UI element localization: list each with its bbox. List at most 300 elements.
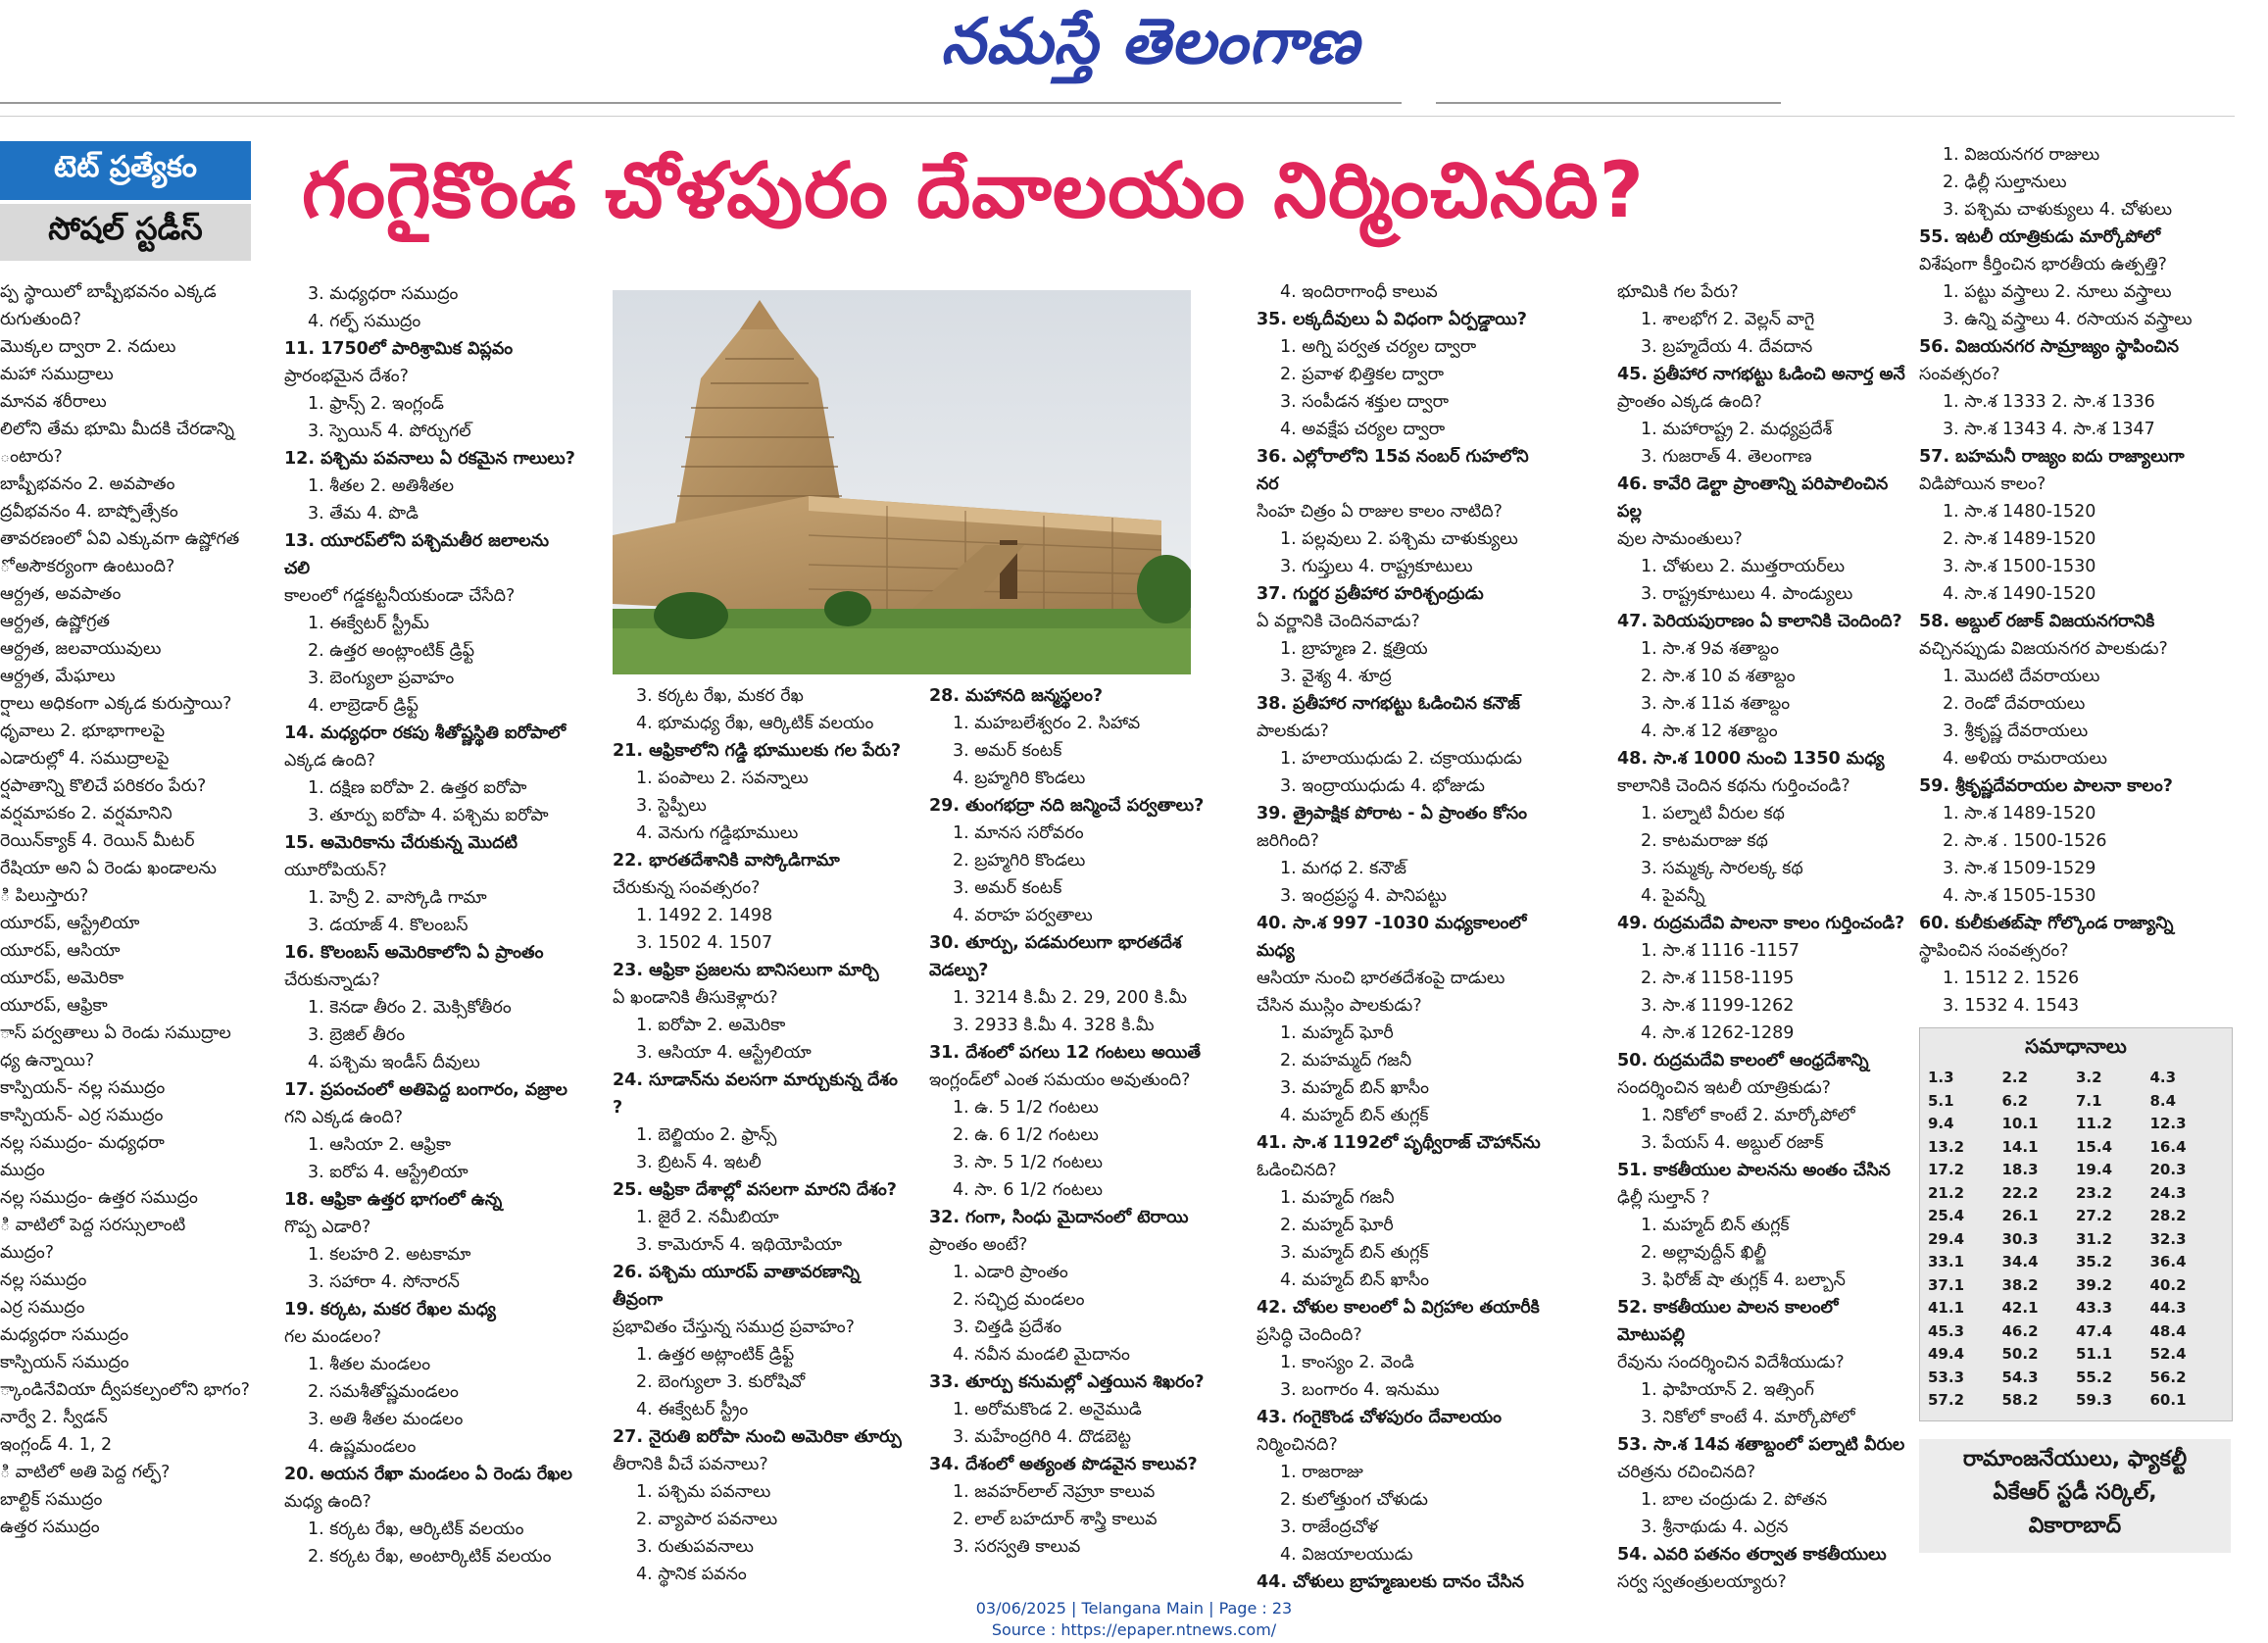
question-line: 3. సా.శ 1500-1530 (1943, 557, 2096, 576)
question-line: 3. శ్రీకృష్ణ దేవరాయలు (1943, 722, 2089, 741)
answer-item: 5.1 (1928, 1091, 1954, 1110)
question-line: యూరప్, అమెరికా (0, 969, 124, 988)
answer-item: 21.2 (1928, 1183, 1965, 1202)
question-line: 24. సూడాన్‌ను వలసగా మార్చుకున్న దేశం ? (613, 1070, 898, 1118)
question-line: 1. ఈక్వేటర్ స్ట్రీమ్ (308, 614, 429, 633)
column-1 (0, 278, 265, 1541)
section-subject: సోషల్ స్టడీస్ (0, 204, 251, 261)
question-line: పాలకుడు? (1257, 722, 1329, 741)
question-line: 3. తేమ 4. పొడి (308, 504, 419, 523)
question-line: ఉత్తర సముద్రం (0, 1518, 100, 1537)
question-line: 56. విజయనగర సామ్రాజ్యం స్థాపించిన (1919, 337, 2180, 357)
question-line: 3. శ్రీనాథుడు 4. ఎర్రన (1641, 1518, 1789, 1537)
answer-item: 29.4 (1928, 1229, 1965, 1248)
question-line: 18. ఆఫ్రికా ఉత్తర భాగంలో ఉన్న (284, 1190, 503, 1210)
question-line: 1. జవహర్‌లాల్ నెహ్రూ కాలువ (953, 1482, 1156, 1502)
question-line: ఎర్ర సముద్రం (0, 1298, 85, 1318)
question-line: 3. చిత్తడి ప్రదేశం (953, 1318, 1062, 1337)
question-line: 3. సా.శ 1509-1529 (1943, 859, 2096, 878)
author-line-1: రామాంజనేయులు, ఫ్యాకల్టీ (1962, 1447, 2188, 1471)
question-line: ప్రాంతం అంటే? (929, 1235, 1028, 1255)
answer-item: 60.1 (2149, 1391, 2187, 1409)
question-line: 4. సా.శ 1505-1530 (1943, 886, 2096, 906)
question-line: రెయిన్‌క్యాక్ 4. రెయిన్ మీటర్ (0, 831, 195, 851)
question-line: మొక్కల ద్వారా 2. నదులు (0, 337, 176, 357)
answer-item: 55.2 (2076, 1368, 2113, 1386)
question-line: ి వాటిలో అతి పెద్ద గల్ఫ్? (0, 1463, 171, 1482)
question-line: 1. ఉత్తర అట్లాంటిక్ డ్రిఫ్ట్ (636, 1345, 795, 1365)
question-line: 2. ఉ. 6 1/2 గంటలు (953, 1125, 1099, 1145)
question-line: 1. 1512 2. 1526 (1943, 969, 2080, 988)
answer-item: 45.3 (1928, 1321, 1965, 1340)
question-line: ప్రారంభమైన దేశం? (284, 367, 409, 386)
question-line: 53. సా.శ 14వ శతాబ్దంలో పల్నాటి వీరుల (1617, 1435, 1905, 1455)
question-line: 1. మహారాష్ట్ర 2. మధ్యప్రదేశ్ (1641, 420, 1833, 439)
question-line: ముద్రం? (0, 1243, 55, 1263)
question-line: 41. సా.శ 1192లో పృథ్వీరాజ్ చౌహాన్‌ను (1257, 1133, 1541, 1153)
question-line: 4. వెనుగు గడ్డిభూములు (636, 823, 799, 843)
answer-item: 46.2 (2001, 1321, 2039, 1340)
question-line: తావరణంలో ఏవి ఎక్కువగా ఉష్ణోగత (0, 529, 240, 549)
question-line: ఆర్ద్రత, జలవాయువులు (0, 639, 162, 659)
question-line: యూరప్, ఆఫ్రికా (0, 996, 108, 1016)
question-line: 4. అవక్షేప చర్యల ద్వారా (1280, 420, 1446, 439)
question-line: కాస్పియన్- ఎర్ర సముద్రం (0, 1106, 164, 1125)
question-line: 3. బంగారం 4. ఇనుము (1280, 1380, 1440, 1400)
answer-item: 37.1 (1928, 1275, 1965, 1294)
question-line: 43. గంగైకొండ చోళపురం దేవాలయం (1257, 1408, 1503, 1427)
question-line: 58. అబ్దుల్ రజాక్ విజయనగరానికి (1919, 612, 2155, 631)
question-line: 4. స్థానిక పవనం (636, 1565, 747, 1584)
question-line: 2. అల్లావుద్దీన్ ఖిల్జీ (1641, 1243, 1767, 1263)
question-line: 34. దేశంలో అత్యంత పొడవైన కాలువ? (929, 1455, 1198, 1474)
question-line: 4. అళియ రామరాయలు (1943, 749, 2107, 769)
question-line: 1. జైరే 2. నమీబియా (636, 1208, 779, 1227)
question-line: 28. మహానది జన్మస్థలం? (929, 686, 1103, 706)
question-line: సర్వ స్వతంత్రులయ్యారు? (1617, 1572, 1787, 1592)
question-line: 57. బహమనీ రాజ్యం ఐదు రాజ్యాలుగా (1919, 447, 2185, 467)
answer-item: 48.4 (2149, 1321, 2187, 1340)
question-line: తీరానికి వీచే పవనాలు? (613, 1455, 768, 1474)
answer-item: 25.4 (1928, 1207, 1965, 1224)
question-line: భూమికి గల పేరు? (1617, 282, 1739, 302)
question-line: ధృవాలు 2. భూభాగాలపై (0, 722, 166, 741)
question-line: 2. మహమ్మద్ గజనీ (1280, 1051, 1412, 1070)
answer-item: 42.1 (2001, 1299, 2039, 1317)
question-line: బాష్పీభవనం 2. అవపాతం (0, 474, 175, 494)
question-line: 47. పెరియపురాణం ఏ కాలానికి చెందింది? (1617, 612, 1902, 631)
question-line: సింహ చిత్రం ఏ రాజుల కాలం నాటిది? (1257, 502, 1503, 522)
question-line: 2. సా.శ 1158-1195 (1641, 969, 1795, 988)
question-line: 2. బెంగ్యులా 3. కురోషివో (636, 1372, 806, 1392)
question-line: 1. ఫ్రాన్స్ 2. ఇంగ్లండ్ (308, 394, 444, 414)
answer-item: 19.4 (2076, 1161, 2113, 1178)
answer-item: 7.1 (2076, 1091, 2102, 1110)
question-line: 3. ఫిరోజ్ షా తుగ్లక్ 4. బల్బాన్ (1641, 1270, 1846, 1290)
question-line: 2. సా.శ . 1500-1526 (1943, 831, 2107, 851)
question-line: కాస్పియన్ సముద్రం (0, 1353, 129, 1372)
question-line: ఆర్ద్రత, మేఘాలు (0, 667, 116, 686)
question-line: విడిపోయిన కాలం? (1919, 474, 2046, 494)
answer-item: 32.3 (2149, 1229, 2187, 1248)
question-line: రేవును సందర్శించిన విదేశీయుడు? (1617, 1353, 1845, 1372)
question-line: 4. ఇందిరాగాంధీ కాలువ (1280, 282, 1438, 302)
question-line: వుల సామంతులు? (1617, 529, 1743, 549)
question-line: 1. పట్టు వస్త్రాలు 2. నూలు వస్త్రాలు (1943, 282, 2172, 302)
question-line: 1. బెల్జియం 2. ఫ్రాన్స్ (636, 1125, 777, 1145)
question-line: ఏ ఖండానికి తీసుకెళ్లారు? (613, 988, 778, 1008)
question-line: 3. గుజరాత్ 4. తెలంగాణ (1641, 447, 1812, 467)
question-line: 3. ఇంద్రాయుధుడు 4. భోజుడు (1280, 776, 1485, 796)
newspaper-logo: నమస్తే తెలంగాణ (941, 6, 1360, 78)
question-line: 19. కర్కట, మకర రేఖల మధ్య (284, 1300, 496, 1319)
question-line: ో అసౌకర్యంగా ఉంటుంది? (0, 557, 175, 576)
question-line: 1. మహబలేశ్వరం 2. సిహావ (953, 714, 1141, 733)
question-line: ఆసియా నుంచి భారతదేశంపై దాడులు (1257, 969, 1505, 988)
question-line: 42. చోళుల కాలంలో ఏ విగ్రహాల తయారీకి (1257, 1298, 1540, 1318)
question-line: 1. దక్షిణ ఐరోపా 2. ఉత్తర ఐరోపా (308, 778, 527, 798)
column-6 (1617, 278, 1911, 1596)
question-line: 4. బ్రహ్మగిరి కొండలు (953, 769, 1086, 788)
question-line: 35. లక్కదీవులు ఏ విధంగా ఏర్పడ్డాయి? (1257, 310, 1527, 329)
question-line: 11. 1750లో పారిశ్రామిక విప్లవం (284, 339, 514, 359)
question-line: గని ఎక్కడ ఉంది? (284, 1108, 404, 1127)
question-line: 1. ఆసియా 2. ఆఫ్రికా (308, 1135, 452, 1155)
question-line: 4. విజయాలయుడు (1280, 1545, 1413, 1565)
question-line: మహా సముద్రాలు (0, 365, 114, 384)
question-line: 3. నికోలో కాంటే 4. మార్కోపోలో (1641, 1408, 1855, 1427)
answer-item: 3.2 (2076, 1069, 2102, 1086)
question-line: 48. సా.శ 1000 నుంచి 1350 మధ్య (1617, 749, 1885, 769)
question-line: 3. మహేంద్రగిరి 4. దొడబెట్ట (953, 1427, 1131, 1447)
question-line: 3. సంపీడన శక్తుల ద్వారా (1280, 392, 1450, 412)
question-line: 1. 1492 2. 1498 (636, 906, 773, 925)
question-line: బాల్టిక్ సముద్రం (0, 1490, 103, 1510)
question-line: 2. కులోత్తుంగ చోళుడు (1280, 1490, 1428, 1510)
question-line: యూరప్, ఆసియా (0, 941, 121, 961)
question-line: 2. మహ్మద్ ఘోరీ (1280, 1216, 1394, 1235)
question-line: 4. పశ్చిమ ఇండీస్ దీవులు (308, 1053, 480, 1072)
question-line: 3. వైశ్య 4. శూద్ర (1280, 667, 1392, 686)
question-line: 2. వ్యాపార పవనాలు (636, 1510, 778, 1529)
question-line: కాలంలో గడ్డకట్టనీయకుండా చేసేది? (284, 586, 516, 606)
question-line: 1. ఐరోపా 2. అమెరికా (636, 1016, 786, 1035)
answer-item: 59.3 (2076, 1391, 2113, 1409)
question-line: ఓడించినది? (1257, 1161, 1337, 1180)
question-line: ర్షపాతాన్ని కొలిచే పరికరం పేరు? (0, 776, 207, 796)
question-line: ద్రవీభవనం 4. బాష్పోత్సేకం (0, 502, 178, 522)
question-line: ప్రాంతం ఎక్కడ ఉంది? (1617, 392, 1762, 412)
question-line: 3. డయాజ్ 4. కొలంబస్ (308, 916, 468, 935)
answer-item: 40.2 (2149, 1275, 2187, 1294)
answer-item: 26.1 (2001, 1207, 2039, 1224)
question-line: 3. 2933 కి.మీ 4. 328 కి.మీ (953, 1016, 1155, 1035)
question-line: 2. సా.శ 1489-1520 (1943, 529, 2096, 549)
answer-item: 51.1 (2076, 1345, 2113, 1363)
question-line: గొప్ప ఎడారి? (284, 1218, 371, 1237)
question-line: 3. సహారా 4. సోనారన్ (308, 1272, 460, 1292)
question-line: 4. సా.శ 12 శతాబ్దం (1641, 722, 1778, 741)
question-line: 3. బ్రిటన్ 4. ఇటలీ (636, 1153, 762, 1172)
question-line: 1. మహ్మద్ ఘోరీ (1280, 1023, 1394, 1043)
answer-item: 13.2 (1928, 1137, 1965, 1156)
question-line: 37. గుర్జర ప్రతీహార హరిశ్చంద్రుడు (1257, 584, 1484, 604)
question-line: 25. ఆఫ్రికా దేశాల్లో వసలగా మారని దేశం? (613, 1180, 897, 1200)
answer-item: 56.2 (2149, 1368, 2187, 1386)
question-line: 1. మొదటి దేవరాయలు (1943, 667, 2100, 686)
question-line: 4. సా.శ 1490-1520 (1943, 584, 2096, 604)
question-line: జరిగింది? (1257, 831, 1319, 851)
question-line: 4. మహ్మద్ బిన్ ఖాసీం (1280, 1270, 1430, 1290)
question-line: 2. ప్రవాళ భిత్తికల ద్వారా (1280, 365, 1444, 384)
question-line: 3. సరస్వతి కాలువ (953, 1537, 1081, 1557)
question-line: ఆర్ద్రత, ఉష్ణోగ్రత (0, 612, 111, 631)
question-line: 13. యూరప్‌లోని పశ్చిమతీర జలాలను చలి (284, 531, 550, 578)
answer-item: 9.4 (1928, 1115, 1954, 1132)
question-line: 1. శీతల మండలం (308, 1355, 431, 1374)
question-line: 4. ఈక్వేటర్ స్ట్రీం (636, 1400, 749, 1419)
question-line: 1. మగధ 2. కనౌజ్ (1280, 859, 1406, 878)
author-line-2: ఏకేఆర్ స్టడీ సర్కిల్, (1993, 1480, 2157, 1505)
answer-item: 44.3 (2149, 1299, 2187, 1317)
question-line: 1. పల్లవులు 2. పశ్చిమ చాళుక్యులు (1280, 529, 1518, 549)
question-line: 3. ఇంద్రప్రస్థ 4. పానిపట్టు (1280, 886, 1447, 906)
question-line: చేరుకున్న సంవత్సరం? (613, 878, 761, 898)
question-line: 29. తుంగభద్రా నది జన్మించే పర్వతాలు? (929, 796, 1205, 816)
question-line: 38. ప్రతీహార నాగభట్టు ఓడించిన కనౌజ్ (1257, 694, 1520, 714)
question-line: 3. అతి శీతల మండలం (308, 1410, 464, 1429)
question-line: 2. ఢిల్లీ సుల్తానులు (1943, 173, 2067, 192)
question-line: 31. దేశంలో పగలు 12 గంటలు అయితే (929, 1043, 1201, 1063)
answer-item: 15.4 (2076, 1137, 2113, 1156)
question-line: 2. కర్కట రేఖ, అంటార్కిటిక్ వలయం (308, 1547, 552, 1567)
answer-item: 31.2 (2076, 1229, 2113, 1248)
question-line: 27. నైరుతి ఐరోపా నుంచి అమెరికా తూర్పు (613, 1427, 902, 1447)
question-line: 50. రుద్రమదేవి కాలంలో ఆంధ్రదేశాన్ని (1617, 1051, 1869, 1070)
answer-item: 22.2 (2001, 1183, 2039, 1202)
question-line: వర్షమాపకం 2. వర్షమానిని (0, 804, 173, 823)
answer-item: 2.2 (2001, 1069, 2029, 1086)
question-line: 3. పేయస్ 4. అబ్దుల్ రజాక్ (1641, 1133, 1824, 1153)
question-line: 1. మానస సరోవరం (953, 823, 1084, 843)
question-line: 3. ఆసియా 4. ఆస్ట్రేలియా (636, 1043, 812, 1063)
question-line: 54. ఎవరి పతనం తర్వాత కాకతీయులు (1617, 1545, 1887, 1565)
question-line: ర్షాలు అధికంగా ఎక్కడ కురుస్తాయి? (0, 694, 232, 714)
question-line: 3. బ్రెజిల్ తీరం (308, 1025, 406, 1045)
question-line: 3. ఐరోప 4. ఆస్ట్రేలియా (308, 1163, 468, 1182)
answers-title: సమాధానాలు (2025, 1034, 2127, 1058)
question-line: ఆర్ద్రత, అవపాతం (0, 584, 122, 604)
question-line: 3. గుప్తులు 4. రాష్ట్రకూటులు (1280, 557, 1473, 576)
question-line: సందర్శించిన ఇటలీ యాత్రికుడు? (1617, 1078, 1831, 1098)
question-line: కాలానికి చెందిన కథను గుర్తించండి? (1617, 776, 1850, 796)
question-line: 4. భూమధ్య రేఖ, ఆర్కిటిక్ వలయం (636, 714, 874, 733)
question-line: 4. పైవన్నీ (1641, 886, 1705, 906)
question-line: 1. కాంస్యం 2. వెండి (1280, 1353, 1414, 1372)
answer-item: 30.3 (2001, 1229, 2039, 1248)
question-line: 1. పశ్చిమ పవనాలు (636, 1482, 771, 1502)
question-line: 1. 3214 కి.మీ 2. 29, 200 కి.మీ (953, 988, 1187, 1008)
question-line: 3. అమర్ కంటక్ (953, 741, 1062, 761)
question-line: ముద్రం (0, 1161, 45, 1180)
question-line: 1. బాల చంద్రుడు 2. పోతన (1641, 1490, 1828, 1510)
question-line: 1. సా.శ 1480-1520 (1943, 502, 2096, 522)
temple-illustration (613, 290, 1191, 674)
question-line: 1. నికోలో కాంటే 2. మార్కోపోలో (1641, 1106, 1855, 1125)
column-2 (284, 280, 578, 1570)
question-line: 3. కామెరూన్ 4. ఇథియోపియా (636, 1235, 843, 1255)
question-line: 52. కాకతీయుల పాలన కాలంలో మోటుపల్లి (1617, 1298, 1839, 1345)
question-line: 3. బ్రహ్మదేయ 4. దేవదాన (1641, 337, 1813, 357)
answer-item: 54.3 (2001, 1368, 2039, 1386)
answer-item: 10.1 (2001, 1115, 2039, 1132)
question-line: నల్ల సముద్రం- ఉత్తర సముద్రం (0, 1188, 198, 1208)
question-line: వచ్చినప్పుడు విజయనగర పాలకుడు? (1919, 639, 2168, 659)
answer-item: 8.4 (2149, 1091, 2177, 1110)
answers-grid (1920, 1067, 2232, 1413)
question-line: ప్రసిద్ధి చెందింది? (1257, 1325, 1362, 1345)
answer-item: 34.4 (2001, 1253, 2039, 1270)
question-line: 36. ఎల్లోరాలోని 15వ నంబర్ గుహలోని నర (1257, 447, 1529, 494)
answer-item: 50.2 (2001, 1345, 2039, 1363)
question-line: ఇంగ్లండ్ 4. 1, 2 (0, 1435, 113, 1455)
answer-item: 36.4 (2149, 1253, 2187, 1270)
question-line: 14. మధ్యధరా రకపు శీతోష్ణస్థితి ఐరోపాలో (284, 723, 567, 743)
answer-item: 52.4 (2149, 1345, 2187, 1363)
question-line: 12. పశ్చిమ పవనాలు ఏ రకమైన గాలులు? (284, 449, 575, 469)
question-line: ధ్య ఉన్నాయి? (0, 1051, 95, 1070)
question-line: 2. కాటమరాజు కథ (1641, 831, 1768, 851)
answer-item: 58.2 (2001, 1391, 2039, 1409)
question-line: 1. చోళులు 2. ముత్తరాయర్‌లు (1641, 557, 1846, 576)
answer-item: 1.3 (1928, 1069, 1954, 1086)
question-line: 3. రాష్ట్రకూటులు 4. పాండ్యులు (1641, 584, 1853, 604)
question-line: యూరప్, ఆస్ట్రేలియా (0, 914, 140, 933)
question-line: 33. తూర్పు కనుమల్లో ఎత్తయిన శిఖరం? (929, 1372, 1205, 1392)
question-line: 3. తూర్పు ఐరోపా 4. పశ్చిమ ఐరోపా (308, 806, 549, 825)
question-line: కాస్పియన్- నల్ల సముద్రం (0, 1078, 166, 1098)
question-line: 4. లాబ్రెడార్ డ్రిఫ్ట్ (308, 696, 419, 716)
question-line: 32. గంగా, సింధు మైదానంలో టెరాయి (929, 1208, 1189, 1227)
question-line: ఎడారుల్లో 4. సముద్రాలపై (0, 749, 170, 769)
column-3 (613, 682, 907, 1588)
footer-source: Source : https://epaper.ntnews.com/ (991, 1620, 1277, 1639)
footer-date: 03/06/2025 | Telangana Main | Page : 23 (975, 1599, 1293, 1618)
question-line: 44. చోళులు బ్రాహ్మణులకు దానం చేసిన (1257, 1572, 1524, 1592)
question-line: లిలోని తేమ భూమి మీదకి చేరడాన్ని (0, 420, 235, 439)
question-line: 1. కలహరి 2. అటకామా (308, 1245, 471, 1265)
question-line: 4. వరాహ పర్వతాలు (953, 906, 1093, 925)
question-line: 3. సా. 5 1/2 గంటలు (953, 1153, 1103, 1172)
question-line: ఎక్కడ ఉంది? (284, 751, 376, 771)
question-line: 3. 1532 4. 1543 (1943, 996, 2080, 1016)
answer-item: 4.3 (2149, 1069, 2177, 1086)
question-line: 15. అమెరికాను చేరుకున్న మొదటి (284, 833, 518, 853)
question-line: 1. సా.శ 1333 2. సా.శ 1336 (1943, 392, 2155, 412)
question-line: 49. రుద్రమదేవి పాలనా కాలం గుర్తించండి? (1617, 914, 1905, 933)
question-line: 1. మహ్మద్ గజనీ (1280, 1188, 1395, 1208)
answer-item: 24.3 (2149, 1183, 2187, 1202)
question-line: 1. పంపాలు 2. సవన్నాలు (636, 769, 809, 788)
answer-item: 17.2 (1928, 1161, 1965, 1178)
question-line: 30. తూర్పు, పడమరలుగా భారతదేశ వెడల్పు? (929, 933, 1182, 980)
question-line: మధ్య ఉంది? (284, 1492, 371, 1512)
question-line: 16. కొలంబస్ అమెరికాలోని ఏ ప్రాంతం (284, 943, 544, 963)
answers-box (1919, 1027, 2233, 1421)
question-line: ి పిలుస్తారు? (0, 886, 89, 906)
question-line: 1. విజయనగర రాజులు (1943, 145, 2100, 165)
question-line: 39. త్రైపాక్షిక పోరాట - ఏ ప్రాంతం కోసం (1257, 804, 1528, 823)
question-line: మానవ శరీరాలు (0, 392, 107, 412)
question-line: ప్ప స్థాయిలో బాష్పీభవనం ఎక్కడ (0, 282, 217, 302)
question-line: 1. అగ్ని పర్వత చర్యల ద్వారా (1280, 337, 1477, 357)
question-line: 3. స్టెప్పీలు (636, 796, 707, 816)
question-line: 4. ఉష్ణమండలం (308, 1437, 417, 1457)
question-line: 1. హలాయుధుడు 2. చక్రాయుధుడు (1280, 749, 1522, 769)
question-line: నార్వే 2. స్వీడన్ (0, 1408, 108, 1427)
answer-item: 11.2 (2076, 1115, 2113, 1132)
question-line: ్కాండినేవియా ద్వీపకల్పంలోని భాగం? (0, 1380, 250, 1400)
question-line: 59. శ్రీకృష్ణదేవరాయల పాలనా కాలం? (1919, 776, 2173, 796)
question-line: 1. రాజరాజు (1280, 1463, 1363, 1482)
column-5 (1257, 278, 1551, 1596)
answer-item: 12.3 (2149, 1115, 2187, 1132)
question-line: ంటారు? (0, 447, 63, 467)
question-line: 17. ప్రపంచంలో అతిపెద్ద బంగారం, వజ్రాల (284, 1080, 567, 1100)
answer-item: 20.3 (2149, 1161, 2187, 1178)
question-line: 3. మధ్యధరా సముద్రం (308, 284, 459, 304)
author-credit (1919, 1439, 2231, 1553)
answer-item: 35.2 (2076, 1253, 2113, 1270)
page-rule (0, 116, 2235, 117)
question-line: ఇంగ్లండ్‌లో ఎంత సమయం అవుతుంది? (929, 1070, 1191, 1090)
question-line: 1. ఎడారి ప్రాంతం (953, 1263, 1068, 1282)
question-line: 21. ఆఫ్రికాలోని గడ్డి భూములకు గల పేరు? (613, 741, 902, 761)
question-line: 2. సచ్ఛిద్ర మండలం (953, 1290, 1085, 1310)
question-line: ఢిల్లీ సుల్తాన్ ? (1617, 1188, 1710, 1208)
question-line: ాస్ పర్వతాలు ఏ రెండు సముద్రాల (0, 1023, 231, 1043)
question-line: 1. హెన్రీ 2. వాస్కోడి గామా (308, 888, 487, 908)
question-line: 1. శాలభోగ 2. వెల్లన్ వాగై (1641, 310, 1815, 329)
question-line: 26. పశ్చిమ యూరప్ వాతావరణాన్ని తీవ్రంగా (613, 1263, 861, 1310)
question-line: 2. లాల్ బహదూర్ శాస్త్రి కాలువ (953, 1510, 1158, 1529)
question-line: ఏ వర్ణానికి చెందినవాడు? (1257, 612, 1420, 631)
question-line: 1. సా.శ 1489-1520 (1943, 804, 2096, 823)
question-line: 4. గల్ఫ్ సముద్రం (308, 312, 421, 331)
question-line: నల్ల సముద్రం (0, 1270, 87, 1290)
question-line: 23. ఆఫ్రికా ప్రజలను బానిసలుగా మార్చి (613, 961, 879, 980)
section-tag: టెట్ ప్రత్యేకం (0, 141, 251, 200)
answer-item: 27.2 (2076, 1207, 2113, 1224)
answer-item: 23.2 (2076, 1183, 2113, 1202)
question-line: 3. సా.శ 1199-1262 (1641, 996, 1795, 1016)
question-line: 4. నవీన మండలి మైదానం (953, 1345, 1130, 1365)
question-line: 51. కాకతీయుల పాలనను అంతం చేసిన (1617, 1161, 1891, 1180)
answer-item: 16.4 (2149, 1137, 2187, 1156)
question-line: 2. సమశీతోష్ణమండలం (308, 1382, 459, 1402)
question-line: 3. అమర్ కంటక్ (953, 878, 1062, 898)
question-line: 1. సా.శ 1116 -1157 (1641, 941, 1800, 961)
question-line: ప్రభావితం చేస్తున్న సముద్ర ప్రవాహం? (613, 1318, 855, 1337)
answer-item: 14.1 (2001, 1137, 2039, 1156)
question-line: 2. ఉత్తర అంట్లాంటిక్ డ్రిఫ్ట్ (308, 641, 475, 661)
answer-item: 43.3 (2076, 1299, 2113, 1317)
question-line: 1. పల్నాటి వీరుల కథ (1641, 804, 1785, 823)
answer-item: 53.3 (1928, 1368, 1965, 1386)
question-line: 3. పశ్చిమ చాళుక్యులు 4. చోళులు (1943, 200, 2173, 220)
column-7 (1919, 141, 2233, 1020)
question-line: 1. సా.శ 9వ శతాబ్దం (1641, 639, 1779, 659)
